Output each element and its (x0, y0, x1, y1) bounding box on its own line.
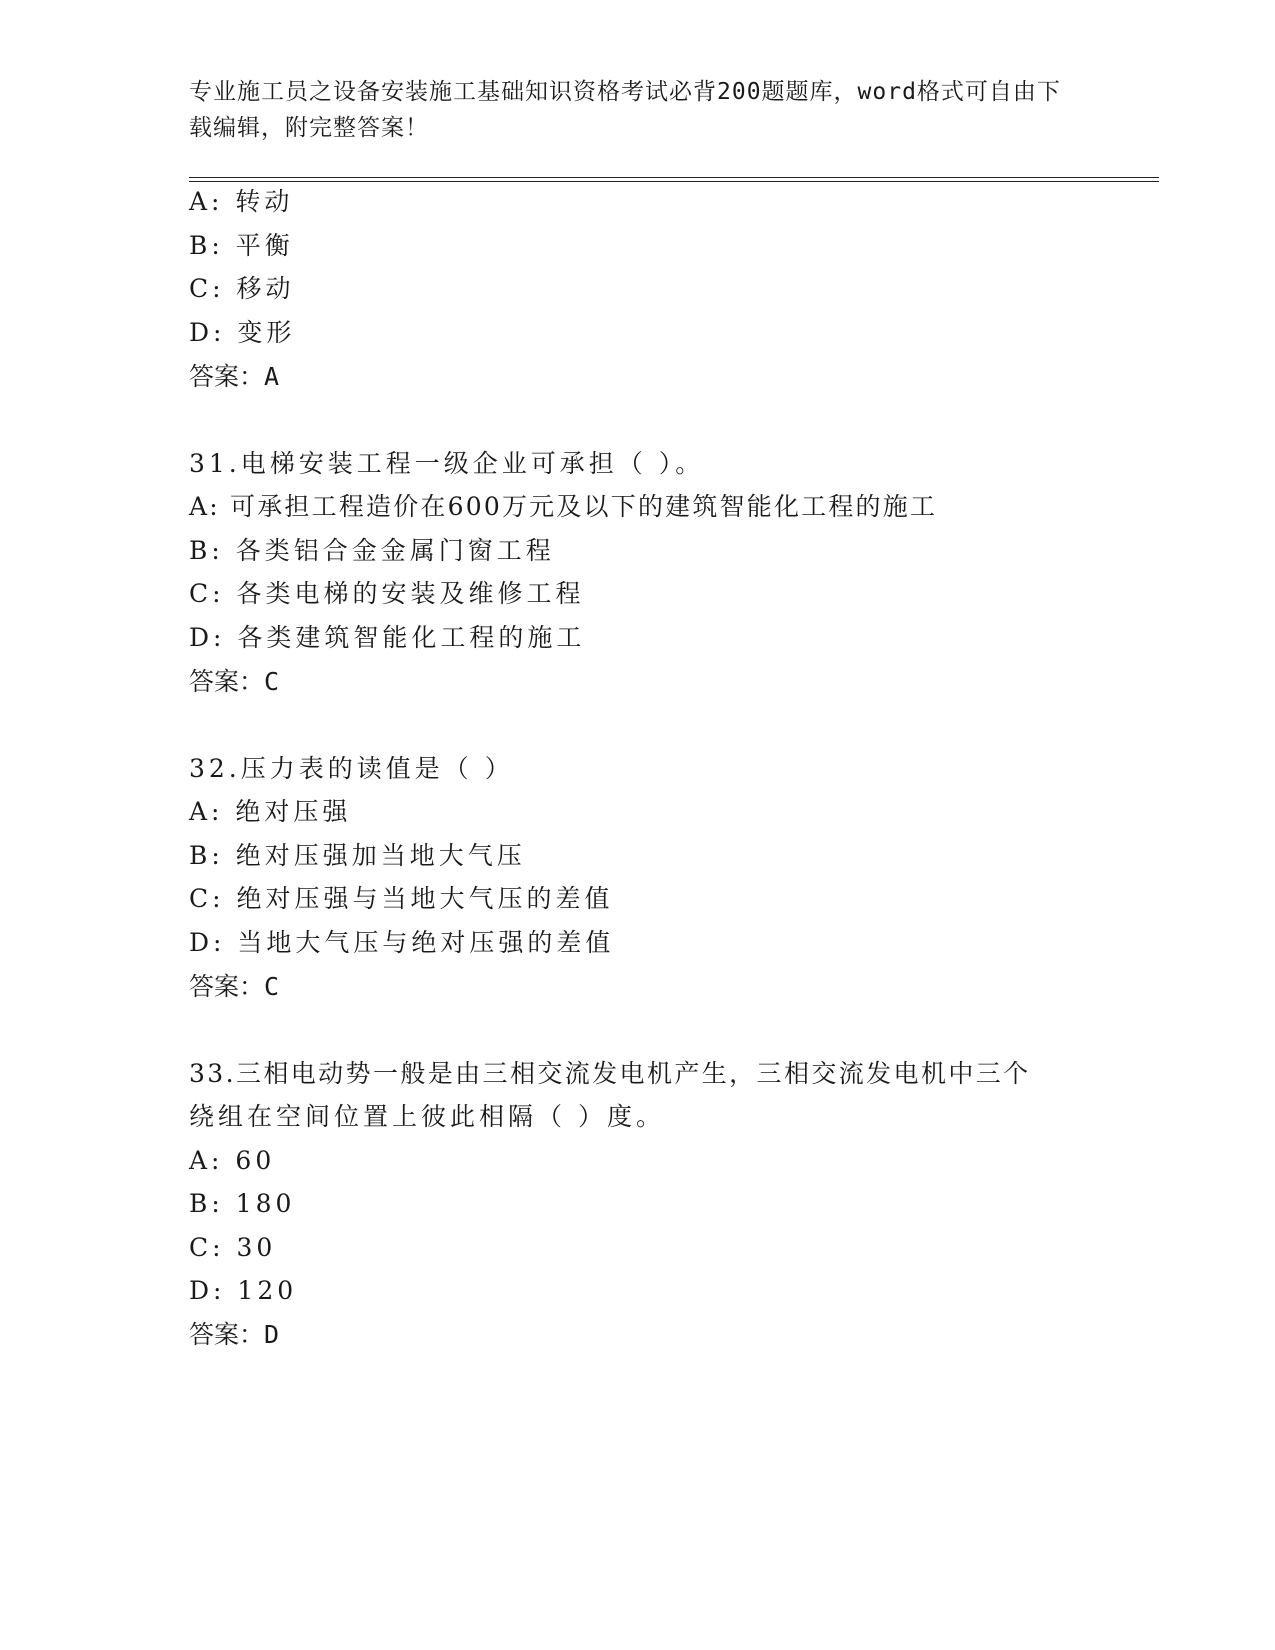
q30-answer (189, 361, 279, 393)
document-header-title: 专业施工员之设备安装施工基础知识资格考试必背200题题库，word格式可自由下载编辑，附完整答案！ (189, 79, 1061, 141)
answer-label: 答案： (189, 362, 265, 391)
q30-option-c: C: 移动 (189, 274, 295, 303)
answer-value: C (264, 972, 280, 1001)
q30-option-b: B: 平衡 (189, 231, 294, 260)
q33-option-d: D: 120 (189, 1276, 298, 1305)
q32-option-b: B: 绝对压强加当地大气压 (189, 841, 526, 870)
q33-option-a: A: 60 (189, 1146, 276, 1175)
q33-question-line2: 绕组在空间位置上彼此相隔（ ）度。 (189, 1102, 665, 1131)
q31-option-a: A: 可承担工程造价在600万元及以下的建筑智能化工程的施工 (189, 492, 938, 521)
q31-option-b: B: 各类铝合金金属门窗工程 (189, 536, 555, 565)
q33-question-line1: 33.三相电动势一般是由三相交流发电机产生，三相交流发电机中三个 (189, 1059, 1031, 1088)
q33-option-b: B: 180 (189, 1189, 296, 1218)
q32-option-c: C: 绝对压强与当地大气压的差值 (189, 884, 614, 913)
q33-answer (189, 1319, 279, 1351)
answer-value: C (264, 667, 280, 696)
answer-value: A (264, 362, 280, 391)
answer-value: D (264, 1320, 280, 1349)
q30-option-d: D: 变形 (189, 318, 296, 347)
q32-answer (189, 971, 279, 1003)
q32-option-a: A: 绝对压强 (189, 797, 352, 826)
answer-label: 答案： (189, 1320, 265, 1349)
q31-option-c: C: 各类电梯的安装及维修工程 (189, 579, 585, 608)
q33-option-c: C: 30 (189, 1233, 277, 1262)
header-double-rule (189, 177, 1159, 182)
answer-label: 答案： (189, 667, 265, 696)
q32-option-d: D: 当地大气压与绝对压强的差值 (189, 928, 615, 957)
q31-answer (189, 666, 279, 698)
q30-option-a: A: 转动 (189, 187, 294, 216)
q31-option-d: D: 各类建筑智能化工程的施工 (189, 623, 586, 652)
answer-label: 答案： (189, 972, 265, 1001)
q31-question: 31.电梯安装工程一级企业可承担（ ）。 (189, 449, 705, 478)
q32-question: 32.压力表的读值是（ ） (189, 754, 514, 783)
